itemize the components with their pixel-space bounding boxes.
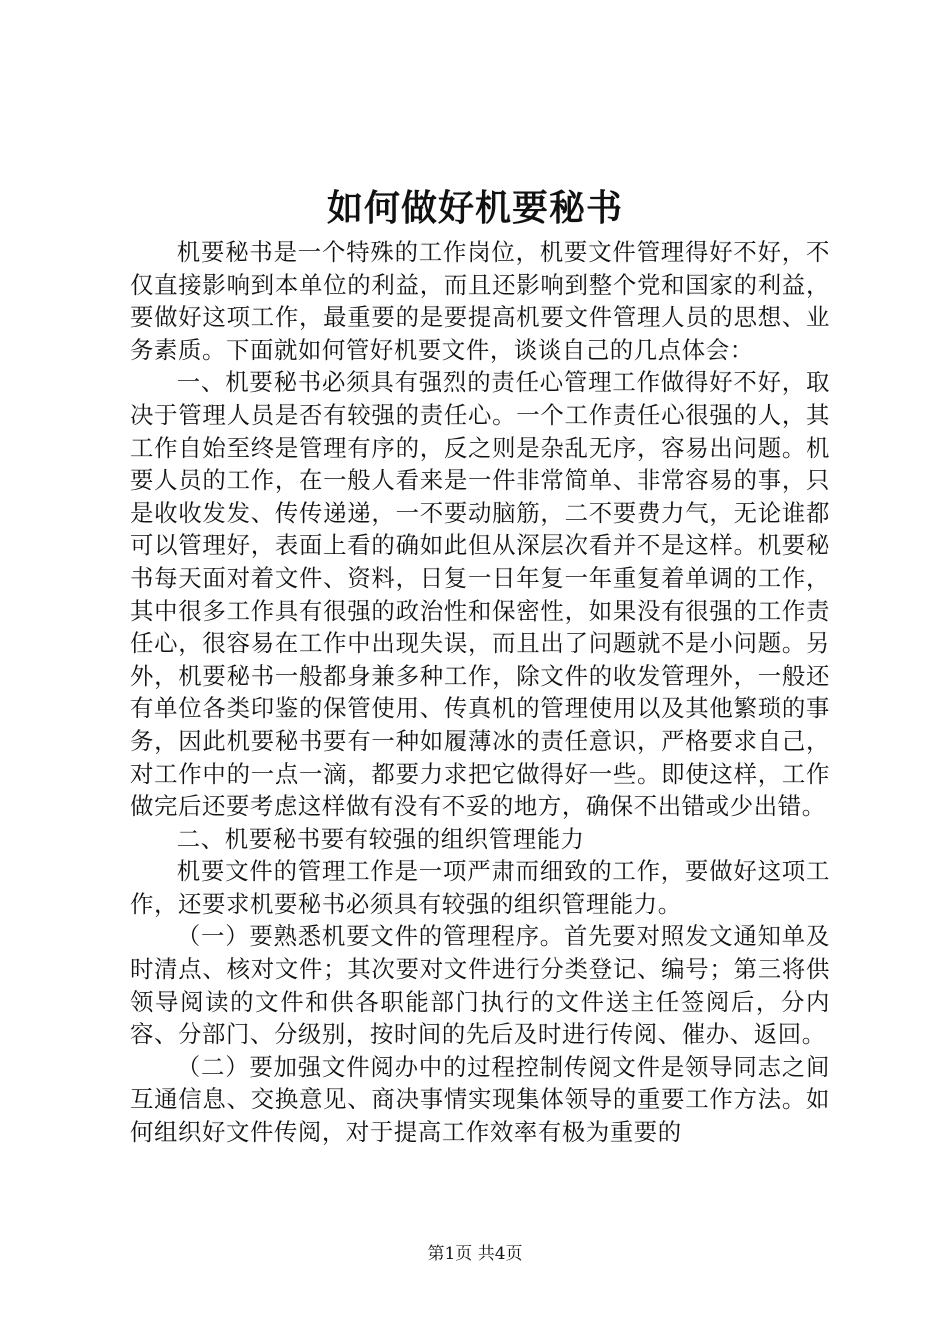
paragraph-subsection-1: （一）要熟悉机要文件的管理程序。首先要对照发文通知单及时清点、核对文件；其次要对文件进行分类登记、编号；第三将供领导阅读的文件和供各职能部门执行的文件送主任签阅后，分内容、分部门、分级别，按时间的先后及时进行传阅、催办、返回。: [130, 922, 830, 1049]
paragraph-subsection-2: （二）要加强文件阅办中的过程控制传阅文件是领导同志之间互通信息、交换意见、商决事情实现集体领导的重要工作方法。如何组织好文件传阅，对于提高工作效率有极为重要的: [130, 1052, 830, 1147]
section-heading-2: 二、机要秘书要有较强的组织管理能力: [176, 824, 585, 853]
page-footer: 第1页 共4页: [427, 1244, 523, 1264]
paragraph-intro: 机要秘书是一个特殊的工作岗位，机要文件管理得好不好，不仅直接影响到本单位的利益，而且还影响到整个党和国家的利益，要做好这项工作，最重要的是要提高机要文件管理人员的思想、业务素质。下面就如何管好机要文件，谈谈自己的几点体会：: [130, 238, 830, 364]
document-body: [130, 236, 830, 1149]
paragraph-section-1: 一、机要秘书必须具有强烈的责任心管理工作做得好不好，取决于管理人员是否有较强的责任心。一个工作责任心很强的人，其工作自始至终是管理有序的，反之则是杂乱无序，容易出问题。机要人员的工作，在一般人看来是一件非常简单、非常容易的事，只是收收发发、传传递递，一不要动脑筋，二不要费力气，无论谁都可以管理好，表面上看的确如此但从深层次看并不是这样。机要秘书每天面对着文件、资料，日复一日年复一年重复着单调的工作，其中很多工作具有很强的政治性和保密性，如果没有很强的工作责任心，很容易在工作中出现失误，而且出了问题就不是小问题。另外，机要秘书一般都身兼多种工作，除文件的收发管理外，一般还有单位各类印鉴的保管使用、传真机的管理使用以及其他繁琐的事务，因此机要秘书要有一种如履薄冰的责任意识，严格要求自己，对工作中的一点一滴，都要力求把它做得好一些。即使这样，工作做完后还要考虑这样做有没有不妥的地方，确保不出错或少出错。: [130, 368, 830, 821]
document-title: 如何做好机要秘书: [326, 187, 623, 229]
paragraph-section-2: 机要文件的管理工作是一项严肃而细致的工作，要做好这项工作，还要求机要秘书必须具有较强的组织管理能力。: [130, 857, 830, 918]
